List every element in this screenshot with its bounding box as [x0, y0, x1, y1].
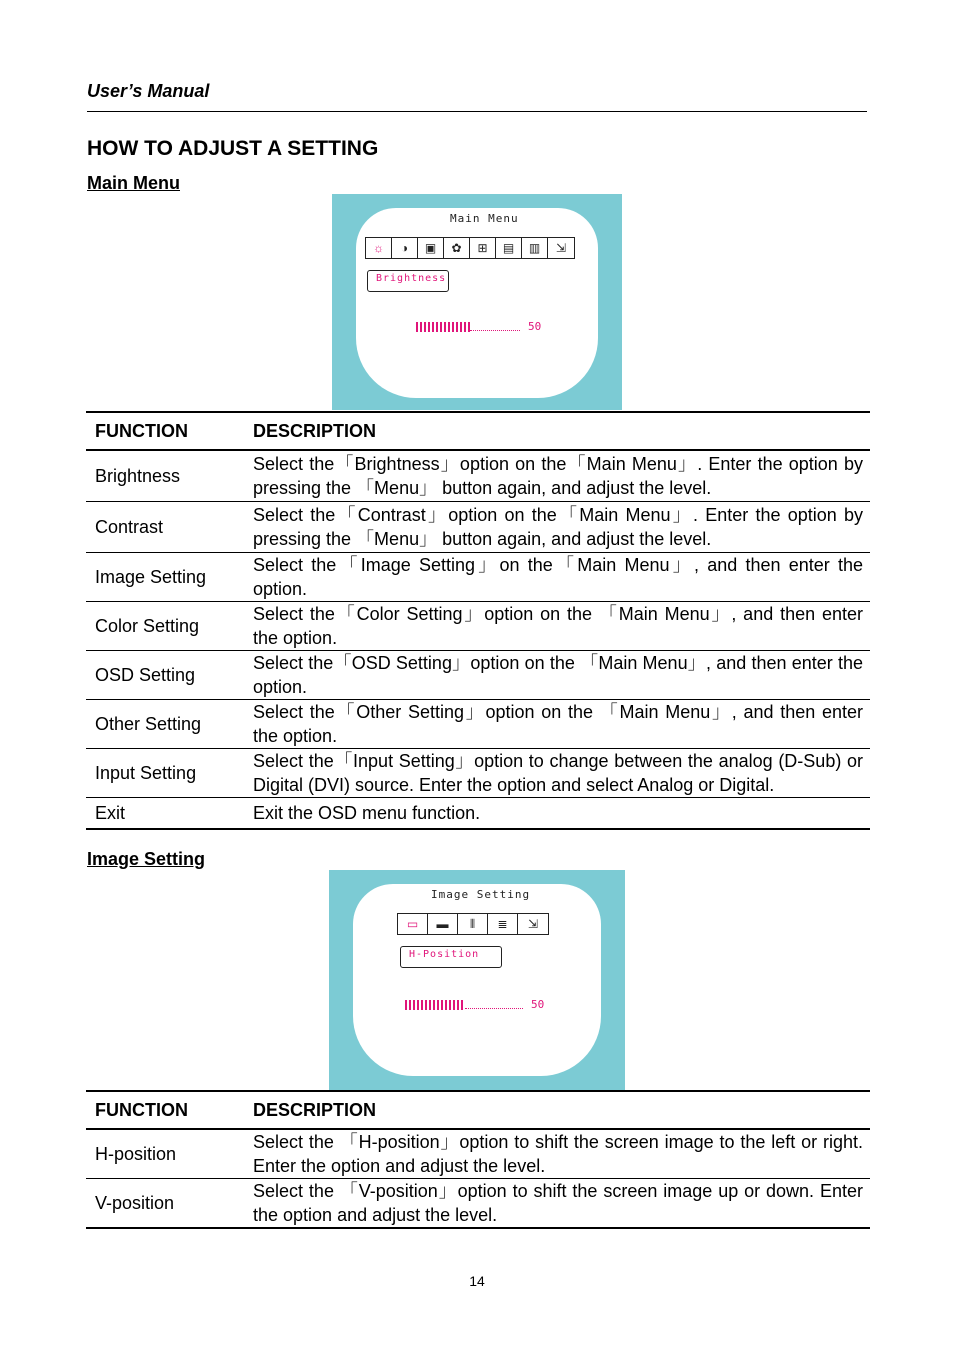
v-position-icon: ▬: [428, 914, 458, 934]
osd-level-bar: [416, 320, 541, 333]
function-cell: Exit: [86, 797, 244, 829]
main-menu-subheading: Main Menu: [87, 173, 180, 193]
h-position-icon: ▭: [398, 914, 428, 934]
table-row: [86, 450, 870, 501]
table-row: [86, 748, 870, 797]
function-cell: Color Setting: [86, 601, 244, 650]
description-cell: Select the 「V-position」option to shift the screen image up or down. Enter the option and adjust the level.: [244, 1179, 870, 1229]
osd-icon-row: [397, 913, 549, 935]
main-menu-function-table: [86, 411, 870, 830]
section-title: HOW TO ADJUST A SETTING: [87, 137, 379, 160]
input-setting-icon: ▥: [522, 238, 548, 258]
table-row: [86, 699, 870, 748]
description-cell: Select the 「H-position」option to shift the screen image to the left or right. Enter the option and adjust the level.: [244, 1129, 870, 1179]
description-cell: Select the「Contrast」option on the「Main Menu」. Enter the option by pressing the 「Menu」 button again, and adjust the level.: [244, 501, 870, 552]
level-fill: [416, 322, 470, 332]
function-cell: Input Setting: [86, 748, 244, 797]
function-cell: H-position: [86, 1129, 244, 1179]
manual-header: User’s Manual: [87, 81, 210, 101]
function-cell: OSD Setting: [86, 650, 244, 699]
image-setting-subheading: Image Setting: [87, 849, 206, 869]
description-cell: Select the「Other Setting」option on the 「Main Menu」, and then enter the option.: [244, 699, 870, 748]
osd-selected-label: H-Position: [400, 946, 502, 968]
description-cell: Select the「Brightness」option on the「Main Menu」. Enter the option by pressing the 「Menu」 button again, and adjust the level.: [244, 450, 870, 501]
table-row: [86, 1129, 870, 1179]
function-cell: V-position: [86, 1179, 244, 1229]
table-row: [86, 552, 870, 601]
level-remaining: [470, 322, 520, 331]
image-setting-function-table: [86, 1090, 870, 1229]
clock-icon: ⦀: [458, 914, 488, 934]
description-cell: Select the「Image Setting」on the「Main Menu」, and then enter the option.: [244, 552, 870, 601]
table-row: [86, 501, 870, 552]
osd-selected-label: Brightness: [367, 270, 449, 292]
image-setting-osd-image: [329, 870, 625, 1090]
col-description-header: DESCRIPTION: [244, 412, 870, 450]
osd-icon-row: [365, 237, 575, 259]
phase-icon: ≣: [488, 914, 518, 934]
page-number: 14: [469, 1273, 485, 1289]
level-fill: [405, 1000, 465, 1010]
col-function-header: FUNCTION: [86, 412, 244, 450]
level-value: 50: [531, 998, 545, 1011]
description-cell: Select the「Color Setting」option on the 「Main Menu」, and then enter the option.: [244, 601, 870, 650]
exit-icon: ⇲: [555, 241, 567, 255]
osd-level-bar: [405, 998, 544, 1011]
function-cell: Image Setting: [86, 552, 244, 601]
function-cell: Other Setting: [86, 699, 244, 748]
function-cell: Contrast: [86, 501, 244, 552]
osd-setting-icon: ⊞: [470, 238, 496, 258]
header-rule: [87, 111, 867, 112]
description-cell: Select the「OSD Setting」option on the 「Main Menu」, and then enter the option.: [244, 650, 870, 699]
table-row: [86, 601, 870, 650]
exit-icon: ⇲: [527, 917, 539, 931]
brightness-icon: ☼: [366, 238, 392, 258]
main-menu-osd-image: [332, 194, 622, 410]
description-cell: Exit the OSD menu function.: [244, 797, 870, 829]
level-value: 50: [528, 320, 542, 333]
col-function-header: FUNCTION: [86, 1091, 244, 1129]
description-cell: Select the「Input Setting」option to change between the analog (D-Sub) or Digital (DVI) source. Enter the option and select Analog or Digital.: [244, 748, 870, 797]
function-cell: Brightness: [86, 450, 244, 501]
color-setting-icon: ✿: [444, 238, 470, 258]
contrast-icon: ◑: [392, 238, 418, 258]
table-row: [86, 1179, 870, 1229]
osd-title: Image Setting: [431, 888, 531, 901]
table-row: [86, 797, 870, 829]
osd-title: Main Menu: [450, 212, 519, 225]
other-setting-icon: ▤: [496, 238, 522, 258]
table-row: [86, 650, 870, 699]
level-remaining: [465, 1000, 523, 1009]
image-setting-icon: ▣: [418, 238, 444, 258]
col-description-header: DESCRIPTION: [244, 1091, 870, 1129]
